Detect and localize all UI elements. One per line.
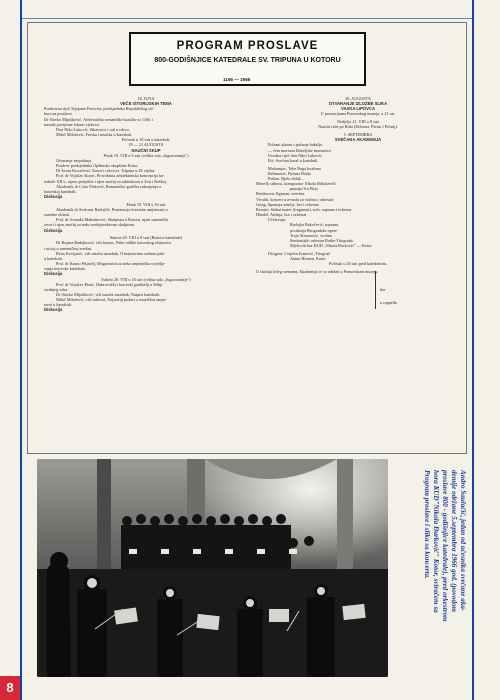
program-line: 5. SEPTEMBRA	[343, 132, 373, 138]
program-line: 18. JUNA	[137, 96, 155, 101]
caption-line: proslave 800 - godišnjice katedrale), pred orkestrom	[441, 470, 450, 622]
program-line: Händel, Aleluja, hor i orkestar	[256, 212, 307, 218]
program-line: Pozdravna riječ Stjepana Perovića, predsjednika Republičkog od-	[44, 106, 154, 112]
program-line: Pozdrav predsjednika Opštinske skupštine Kotor.	[56, 163, 139, 169]
caption-line: Program proslave i slika sa koncerta.	[423, 470, 432, 579]
program-line: Dr Jovan Kovačević, Kotor i crkva sv. Tripuna u IX vijeku.	[56, 168, 156, 174]
program-line: Petak 19. VIII u 16 sati	[126, 201, 166, 207]
program-line: Antun Homen, Kotor	[290, 255, 326, 261]
top-rule	[22, 18, 472, 19]
program-line: Radojka Bakočević, soprano,	[290, 222, 340, 228]
concert-photo-drawing	[37, 459, 388, 677]
program-line: Vivaldi, koncert u a-molu za violinu i orkestar	[256, 196, 334, 202]
program-line: Prof. dr Vojislav Korać, Provobitna arhitektonska koncepcija ka-	[56, 173, 165, 179]
program-line: bora za proslavu.	[44, 111, 73, 117]
program-line: — četa mornara Bokeljske mornarice.	[268, 147, 332, 153]
program-line: Subota 20. VIII u 16 sati (velika sala „Jugooceanije")	[101, 276, 191, 282]
program-line: Naučni izlet po Boki (Dobrota, Perast i Prčanj).	[318, 124, 398, 130]
program-line: putnaja Ivo Beja	[290, 186, 318, 192]
program-line: Dr Slavko Mijušković, Arhivistička romaničke bazilike iz 1166. i	[44, 116, 154, 122]
program-line: Nedjelja 21. VIII u 8 sati	[337, 119, 379, 125]
program-line: Dirigent: Cvijetin Ivanović, Titograd	[268, 250, 330, 256]
program-line: Subota 20. VIII u 9 sati (Riznica katedrale)	[109, 235, 183, 241]
program-line: Rebanović, Pjesma Božje	[268, 170, 311, 176]
program-line: Otvaranje zasjedanja.	[56, 157, 93, 163]
program-line: Grtag, Spomaja zemlje, hor i orkestar	[256, 201, 319, 207]
program-line: U slučaju lošeg vremena, Akademija će se održati u Pomorskom muzeju.	[256, 268, 379, 274]
program-line: susedne oblasti.	[44, 212, 71, 218]
left-margin-line	[20, 0, 22, 700]
caption-line: demije održane 5.septembra 1966 god. (povodom	[450, 470, 459, 613]
program-line: kotorskoj katedrali.	[44, 188, 77, 194]
program-line: Mokranjac, Tebe Boga hvalimo	[268, 165, 321, 171]
program-line: SVEČANA AKADEMIJA	[334, 137, 382, 143]
program-line: 19 — 21 AUGUSTA	[128, 142, 164, 148]
program-line: Ilić, Svečani koral u katedrali.	[268, 157, 319, 163]
program-right-column	[256, 96, 460, 274]
program-line: OTVARANJE IZLOŽBE SLIKA	[328, 101, 388, 107]
program-line: Prof. dr Kruno Prijatelj, Mogućnosti za neka umjetnička uvjetlja-	[56, 261, 166, 267]
program-line: Miloš Milošević, viši arhivist, Najstariji podaci o muzičkoj umjet-	[56, 297, 167, 303]
program-subtitle: 800-GODIŠNJICE KATEDRALE SV. TRIPUNA U KOTORU	[154, 57, 341, 64]
program-line: Dr Bojana Radojković, viši kustos, Neke odlike kotorskog zlatarstva	[56, 240, 171, 246]
program-line: Beethoven, Egmont, uvertira	[256, 191, 305, 197]
program-line: Diskusija	[44, 193, 63, 199]
program-line: Početak u 20 sati pred katedralom.	[329, 261, 387, 267]
program-line: i uticaj u umetničkoj sredini.	[44, 245, 93, 251]
program-line: tedrale XII v., njeno porijeklo i njen značaj za arhitekturu u Zeti i Raškoj.	[44, 178, 167, 184]
program-line: U prostorijama Pomorskog muzeja, u 21 sat.	[320, 111, 396, 117]
choir-bracket	[372, 271, 376, 309]
program-line: VASKA LIPOVCA	[341, 106, 375, 112]
program-line: Diskusija	[44, 271, 63, 277]
program-line: Učestvuju:	[268, 217, 287, 223]
program-line: Polazni plotun i pučanje bakalja.	[268, 142, 323, 148]
program-line: u katedrali.	[44, 255, 63, 261]
program-line: Miloš Milošević, Freska i muzika u katedrali.	[56, 132, 133, 138]
program-line: Akademik dr Cvito Fisković, Romaničko-gotička zakonjenja u	[56, 183, 162, 189]
program-line: Mješoviti hor KUD „Nikola Đurković" — Kotor	[290, 243, 372, 248]
program-line: Dr Slavko Mijušković, viši naučni saradnik, Natpisi katedrale.	[56, 291, 161, 297]
program-line: Diskusija	[44, 227, 63, 233]
caption-line: hora KUD"Nikola Đurković" Kotor, sviračem sa	[432, 470, 441, 613]
program-line: VEČE ISTORIJSKIH TEMA	[120, 101, 172, 107]
right-margin-line	[472, 0, 474, 700]
caption-line: Andro Saulačić, jedan od učesnika svečane aka-	[459, 470, 467, 612]
photo-caption	[395, 470, 467, 680]
program-line: Akademik dr Svetozar Radojčić, Penetracija kotorske umjetnosti u	[56, 206, 168, 212]
program-line: prvakinja Beogradske opere	[290, 227, 337, 233]
choir-label: hor	[380, 287, 386, 292]
program-line: Mesečk stihova, kompozitor Nikola Mikolavčić	[256, 181, 337, 187]
program-line: srednjeg veka.	[44, 286, 69, 292]
program-line: Početak u 18 sati u katedrali.	[121, 137, 171, 143]
program-line: vanja kotorske katedrale.	[44, 266, 86, 272]
program-line: Petak 19. VIII u 9 sati (velika sala „Jugooceanije")	[103, 152, 189, 158]
program-line: 20. AUGUSTA	[345, 96, 371, 101]
concert-photo	[37, 459, 388, 677]
choir-label-2: a cappella	[380, 300, 397, 305]
program-line: Simfonijski orkestar Radio-Titograda	[290, 237, 353, 243]
page-number: 8	[0, 676, 20, 700]
program-line: Pušlan, Bjelo oblak…	[268, 175, 305, 181]
program-line: Rossini, Stabat mater (fragment), solo, soprana i orkestar	[256, 206, 352, 212]
program-years: 1166 — 1966	[223, 77, 251, 82]
program-line: izvori i njen značaj za našu srednjovekovnu skulpturu.	[44, 222, 136, 228]
program-line: Trajo Simonović, violina	[290, 232, 332, 238]
program-line: Don Niko Luković, Sikavstvo i rad u crkvu.	[56, 126, 130, 132]
program-line: Risto Kovijanić, viši naučni saradnik, O majstorima srebrne pale	[56, 250, 165, 256]
program-line: Diskusija	[44, 307, 63, 313]
program-line: Prof. dr Jovanka Maksimović, Skulptura u Kotoru, njeni umetnički	[56, 217, 169, 223]
program-line: NAUČNI SKUP	[131, 147, 161, 153]
program-title: PROGRAM PROSLAVE	[176, 40, 319, 52]
program-line: Uvodna riječ don Niko Luković.	[268, 152, 323, 158]
program-line: nastale povijesne tokom vjekova.	[44, 121, 100, 127]
program-line: nosti u katedrali.	[44, 302, 73, 308]
program-line: Prof. dr Vojislav Đurić, Dubrovački i kotorski graditelji u Srbiji	[56, 281, 163, 287]
program-left-column	[44, 96, 248, 313]
